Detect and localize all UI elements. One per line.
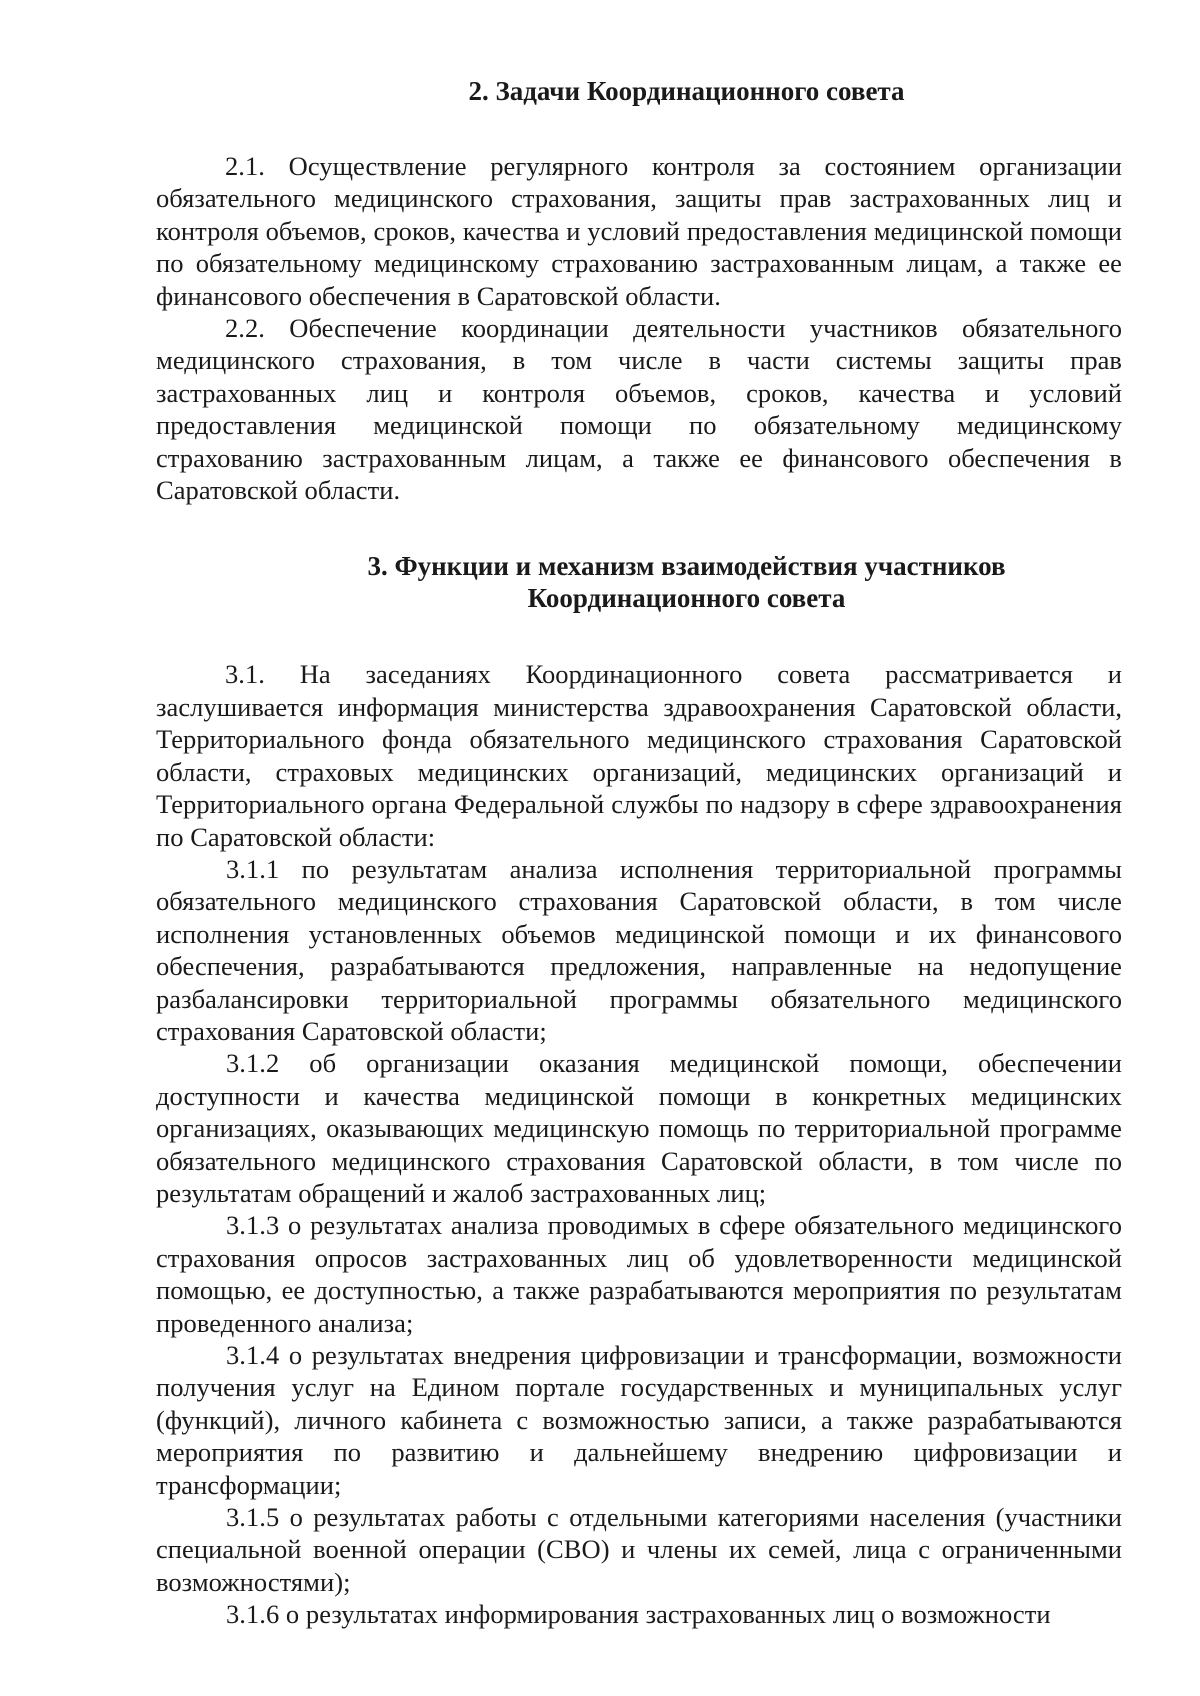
- paragraph-number: 3.1.5: [226, 1502, 280, 1533]
- section-3-title-line-1: 3. Функции и механизм взаимодействия участников: [367, 551, 1006, 582]
- paragraph-text: по результатам анализа исполнения территориальной программы обязательного медицинского страхования Саратовской области, в том числе исполнения установленных объемов медицинской помощи и их финансового обеспечения, разрабатываются предложения, направленные на недопущение разбалансировки территориальной программы обязательного медицинского страхования Саратовской области;: [156, 853, 1122, 1046]
- paragraph-text: Осуществление регулярного контроля за состоянием организации обязательного медицинского страхования, защиты прав застрахованных лиц и контроля объемов, сроков, качества и условий предоставления медицинской помощи по обязательному медицинскому страхованию застрахованным лицам, а также ее финансового обеспечения в Саратовской области.: [156, 151, 1122, 311]
- section-3-title: [251, 550, 1122, 614]
- paragraph-number: 3.1.3: [226, 1210, 280, 1241]
- paragraph-text: о результатах анализа проводимых в сфере обязательного медицинского страхования опросов застрахованных лиц об удовлетворенности медицинской помощью, ее доступностью, а также разрабатываются мероприятия по результатам проведенного анализа;: [156, 1210, 1122, 1338]
- paragraph-2-2: [156, 312, 1122, 506]
- paragraph-number: 3.1.1: [226, 853, 280, 884]
- section-2-title-text: 2. Задачи Координационного совета: [468, 76, 905, 106]
- section-3-title-line-2: Координационного совета: [527, 583, 846, 614]
- paragraph-text: о результатах работы с отдельными категориями населения (участники специальной военной операции (СВО) и члены их семей, лица с ограниченными возможностями);: [156, 1502, 1122, 1597]
- section-2-title: [251, 75, 1122, 107]
- paragraph-text: о результатах внедрения цифровизации и трансформации, возможности получения услуг на Едином портале государственных и муниципальных услуг (функций), личного кабинета с возможностью записи, а также разрабатываются мероприятия по развитию и дальнейшему внедрению цифровизации и трансформации;: [156, 1340, 1122, 1500]
- paragraph-number: 3.1.: [225, 659, 265, 690]
- paragraph-number: 2.1.: [225, 151, 265, 181]
- paragraph-text: о результатах информирования застрахованных лиц о возможности: [279, 1599, 1051, 1630]
- paragraph-text: На заседаниях Координационного совета рассматривается и заслушивается информация министерства здравоохранения Саратовской области, Территориального фонда обязательного медицинского страхования Саратовской области, страховых медицинских организаций, медицинских организаций и Территориального органа Федеральной службы по надзору в сфере здравоохранения по Саратовской области:: [156, 659, 1122, 852]
- paragraph-3-1-6: [156, 1598, 1122, 1630]
- paragraph-number: 3.1.4: [226, 1340, 280, 1370]
- paragraph-3-1-1: [156, 853, 1122, 1047]
- paragraph-number: 3.1.2: [226, 1048, 280, 1079]
- paragraph-text: об организации оказания медицинской помощи, обеспечении доступности и качества медицинской помощи в конкретных медицинских организациях, оказывающих медицинскую помощь по территориальной программе обязательного медицинского страхования Саратовской области, в том числе по результатам обращений и жалоб застрахованных лиц;: [156, 1048, 1122, 1208]
- paragraph-text: Обеспечение координации деятельности участников обязательного медицинского страхования, в том числе в части системы защиты прав застрахованных лиц и контроля объемов, сроков, качества и условий предоставления медицинской помощи по обязательному медицинскому страхованию застрахованным лицам, а также ее финансового обеспечения в Саратовской области.: [156, 313, 1122, 506]
- paragraph-number: 2.2.: [225, 313, 265, 344]
- paragraph-3-1-2: [156, 1047, 1122, 1209]
- paragraph-3-1: [156, 658, 1122, 852]
- page-content: [156, 62, 1122, 1672]
- paragraph-2-1: [156, 150, 1122, 312]
- paragraph-3-1-3: [156, 1209, 1122, 1339]
- paragraph-number: 3.1.6: [226, 1599, 280, 1630]
- paragraph-3-1-5: [156, 1501, 1122, 1598]
- paragraph-3-1-4: [156, 1339, 1122, 1501]
